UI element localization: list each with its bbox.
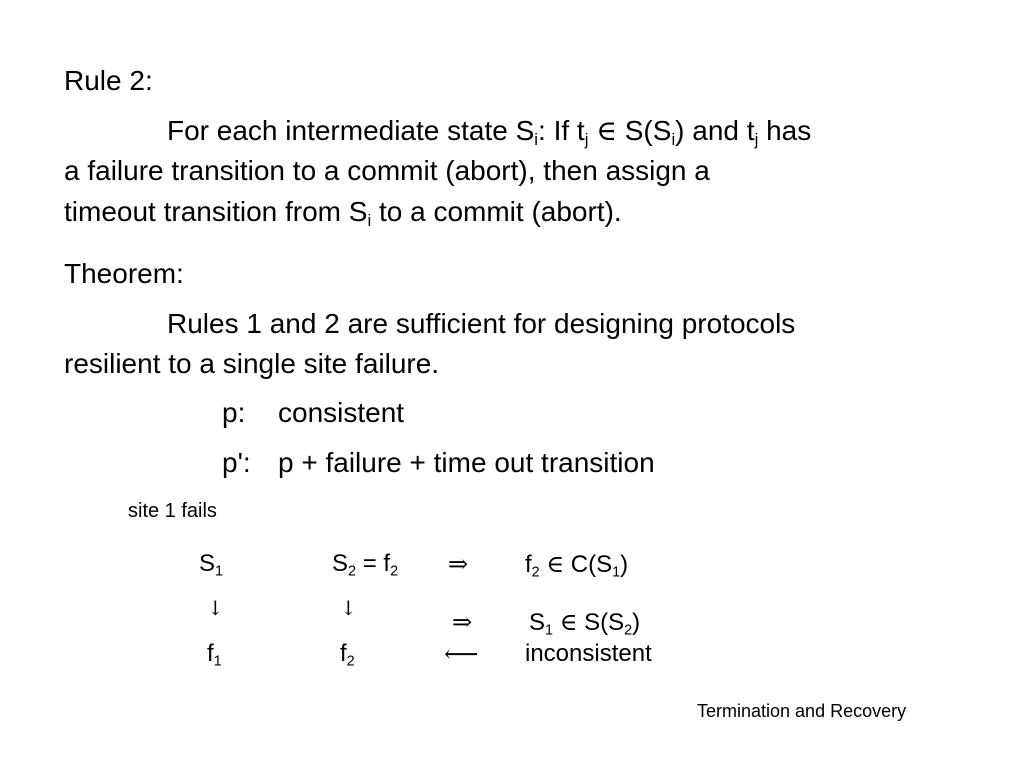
p-label: p: [222,397,246,428]
slide-footer: Termination and Recovery [697,701,907,721]
theorem-line1: Rules 1 and 2 are sufficient for designing protocols [167,308,796,339]
inconsistent-label: inconsistent [525,640,652,667]
f2-in-commit-set: $f_2$ ∈ $C(S_1)$ [525,550,629,581]
rule2-line1: For each intermediate state $S_i$: If $t_j$ ∈ $S(S_i)$ and $t_j$ has [167,114,812,150]
site-fails-caption: site 1 fails [128,500,217,522]
state-f1: $f_1$ [207,640,222,670]
element-of-symbol: ∈ [546,550,565,578]
rule2-line3: timeout transition from $S_i$ to a commit (abort). [64,196,622,231]
left-arrow: ⟵ [444,640,479,668]
rule2-heading: Rule 2: [64,65,153,96]
implies-arrow-1: ⇒ [448,550,469,578]
element-of-symbol: ∈ [596,114,617,147]
theorem-heading: Theorem: [64,258,184,289]
state-f2: $f_2$ [340,640,355,670]
p-value: consistent [278,397,405,428]
theorem-line2: resilient to a single site failure. [64,348,440,379]
element-of-symbol: ∈ [559,608,578,636]
state-s2-equals-f2: $S_2 = f_2$ [332,550,399,580]
state-s1: $S_1$ [199,550,224,580]
p-prime-label: p': [222,447,251,478]
rule2-line2: a failure transition to a commit (abort), then assign a [64,155,710,186]
down-arrow-2: ↓ [340,596,357,620]
s1-in-s-of-s2: $S_1$ ∈ $S(S_2)$ [529,608,641,639]
down-arrow-1: ↓ [207,596,224,620]
p-prime-value: p + failure + time out transition [278,447,655,478]
implies-arrow-2: ⇒ [452,608,473,636]
